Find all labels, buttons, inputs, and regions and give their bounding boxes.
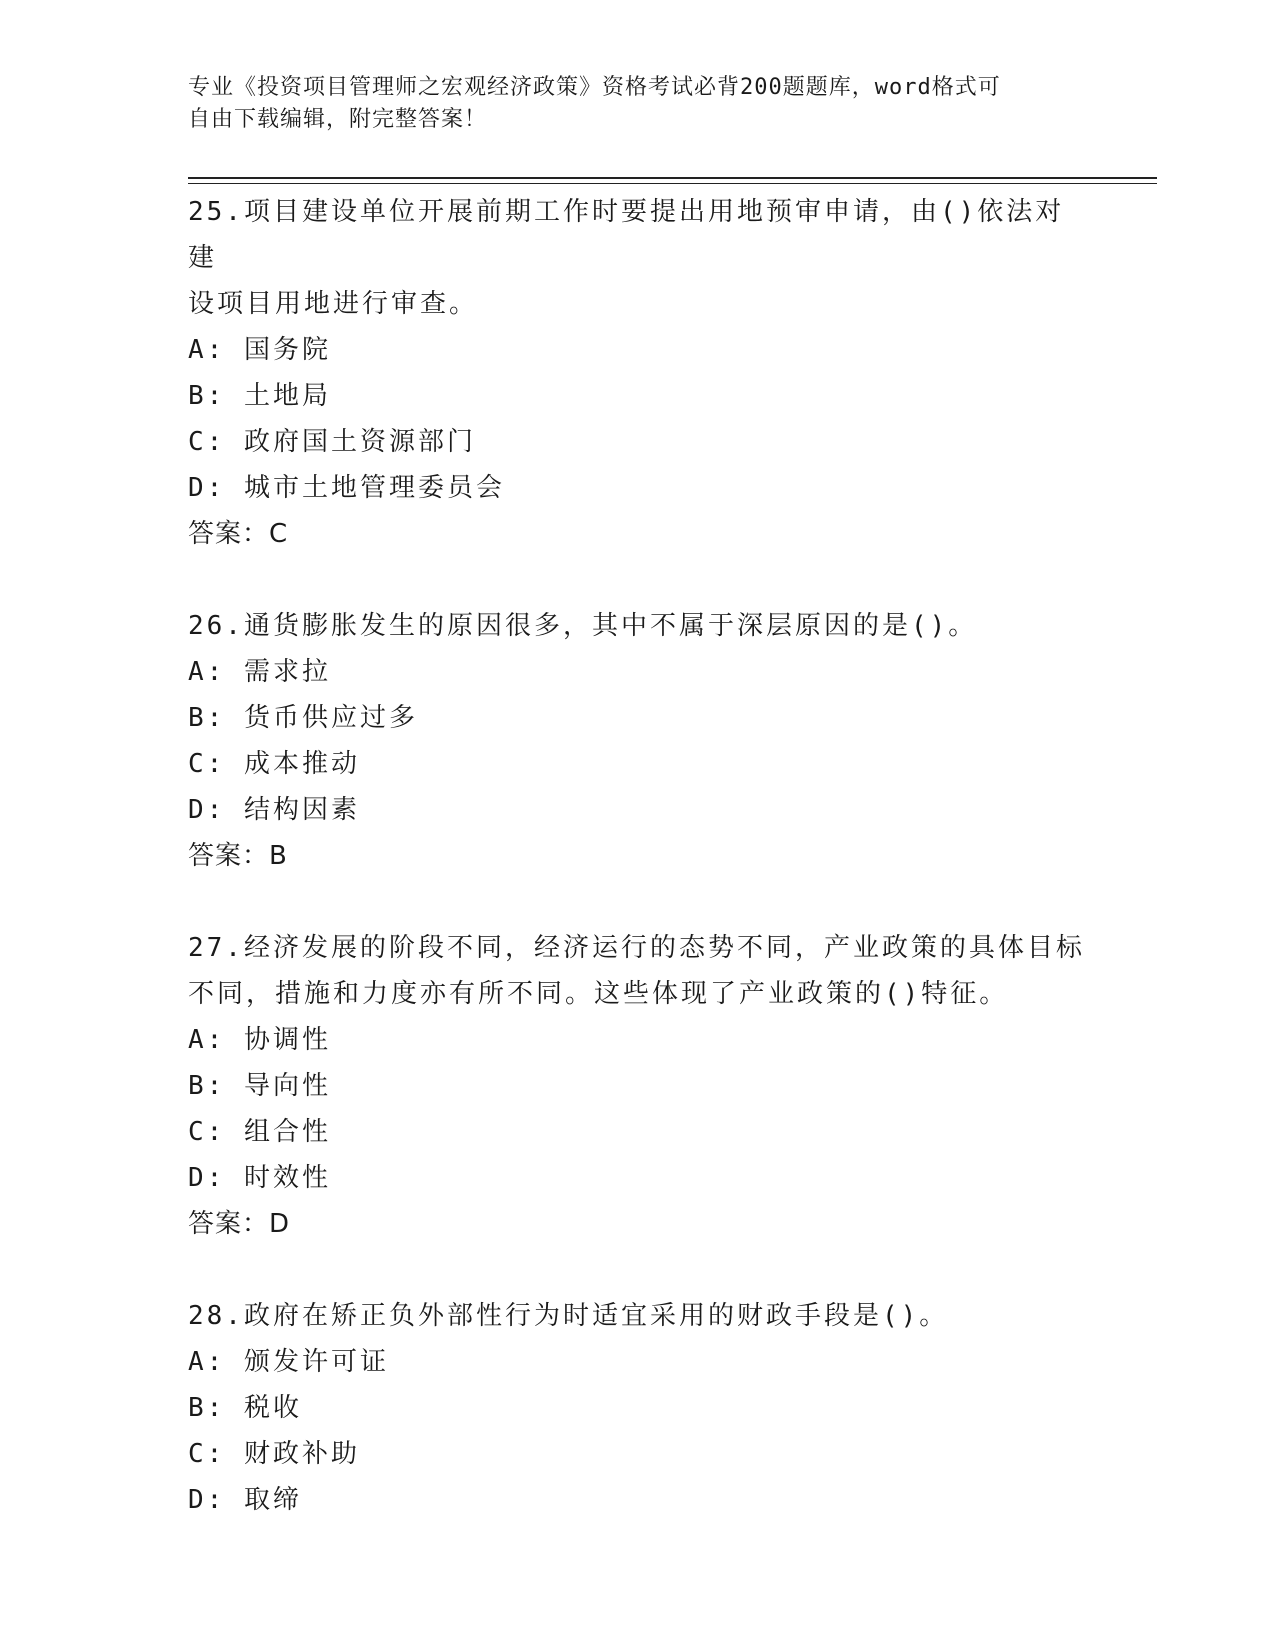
answer-line: 答案：D [188,1209,291,1239]
question-stem-line-2: 设项目用地进行审查。 [188,289,479,319]
option-d: D: 城市土地管理委员会 [188,473,505,503]
header-line-1: 专业《投资项目管理师之宏观经济政策》资格考试必背200题题库，word格式可 [188,75,1001,100]
document-header [188,72,1068,136]
option-b: B: 导向性 [188,1071,331,1101]
option-a: A: 颁发许可证 [188,1347,389,1377]
option-b: B: 货币供应过多 [188,703,418,733]
question-stem-line-1: 28.政府在矫正负外部性行为时适宜采用的财政手段是()。 [188,1301,949,1331]
question-stem-line-1: 25.项目建设单位开展前期工作时要提出用地预审申请，由()依法对建 [188,197,1065,273]
question-27 [188,925,1088,1247]
option-c: C: 组合性 [188,1117,331,1147]
option-d: D: 取缔 [188,1485,302,1515]
header-divider-thick [188,177,1157,179]
option-a: A: 协调性 [188,1025,331,1055]
question-stem-line-1: 26.通货膨胀发生的原因很多，其中不属于深层原因的是()。 [188,611,978,641]
question-stem-line-2: 不同，措施和力度亦有所不同。这些体现了产业政策的()特征。 [188,979,1009,1009]
question-list [188,189,1088,1569]
question-stem [188,1293,1088,1339]
option-b: B: 土地局 [188,381,331,411]
answer-line: 答案：C [188,519,289,549]
question-stem [188,925,1088,1017]
header-line-2: 自由下载编辑，附完整答案！ [188,107,488,132]
option-a: A: 需求拉 [188,657,331,687]
question-stem [188,603,1088,649]
option-c: C: 财政补助 [188,1439,360,1469]
option-c: C: 政府国土资源部门 [188,427,476,457]
answer-line: 答案：B [188,841,288,871]
option-c: C: 成本推动 [188,749,360,779]
question-stem-line-1: 27.经济发展的阶段不同，经济运行的态势不同，产业政策的具体目标 [188,933,1085,963]
question-28 [188,1293,1088,1523]
question-25 [188,189,1088,557]
option-d: D: 结构因素 [188,795,360,825]
header-divider-thin [188,183,1157,184]
option-b: B: 税收 [188,1393,302,1423]
option-a: A: 国务院 [188,335,331,365]
question-26 [188,603,1088,879]
question-stem [188,189,1088,327]
option-d: D: 时效性 [188,1163,331,1193]
